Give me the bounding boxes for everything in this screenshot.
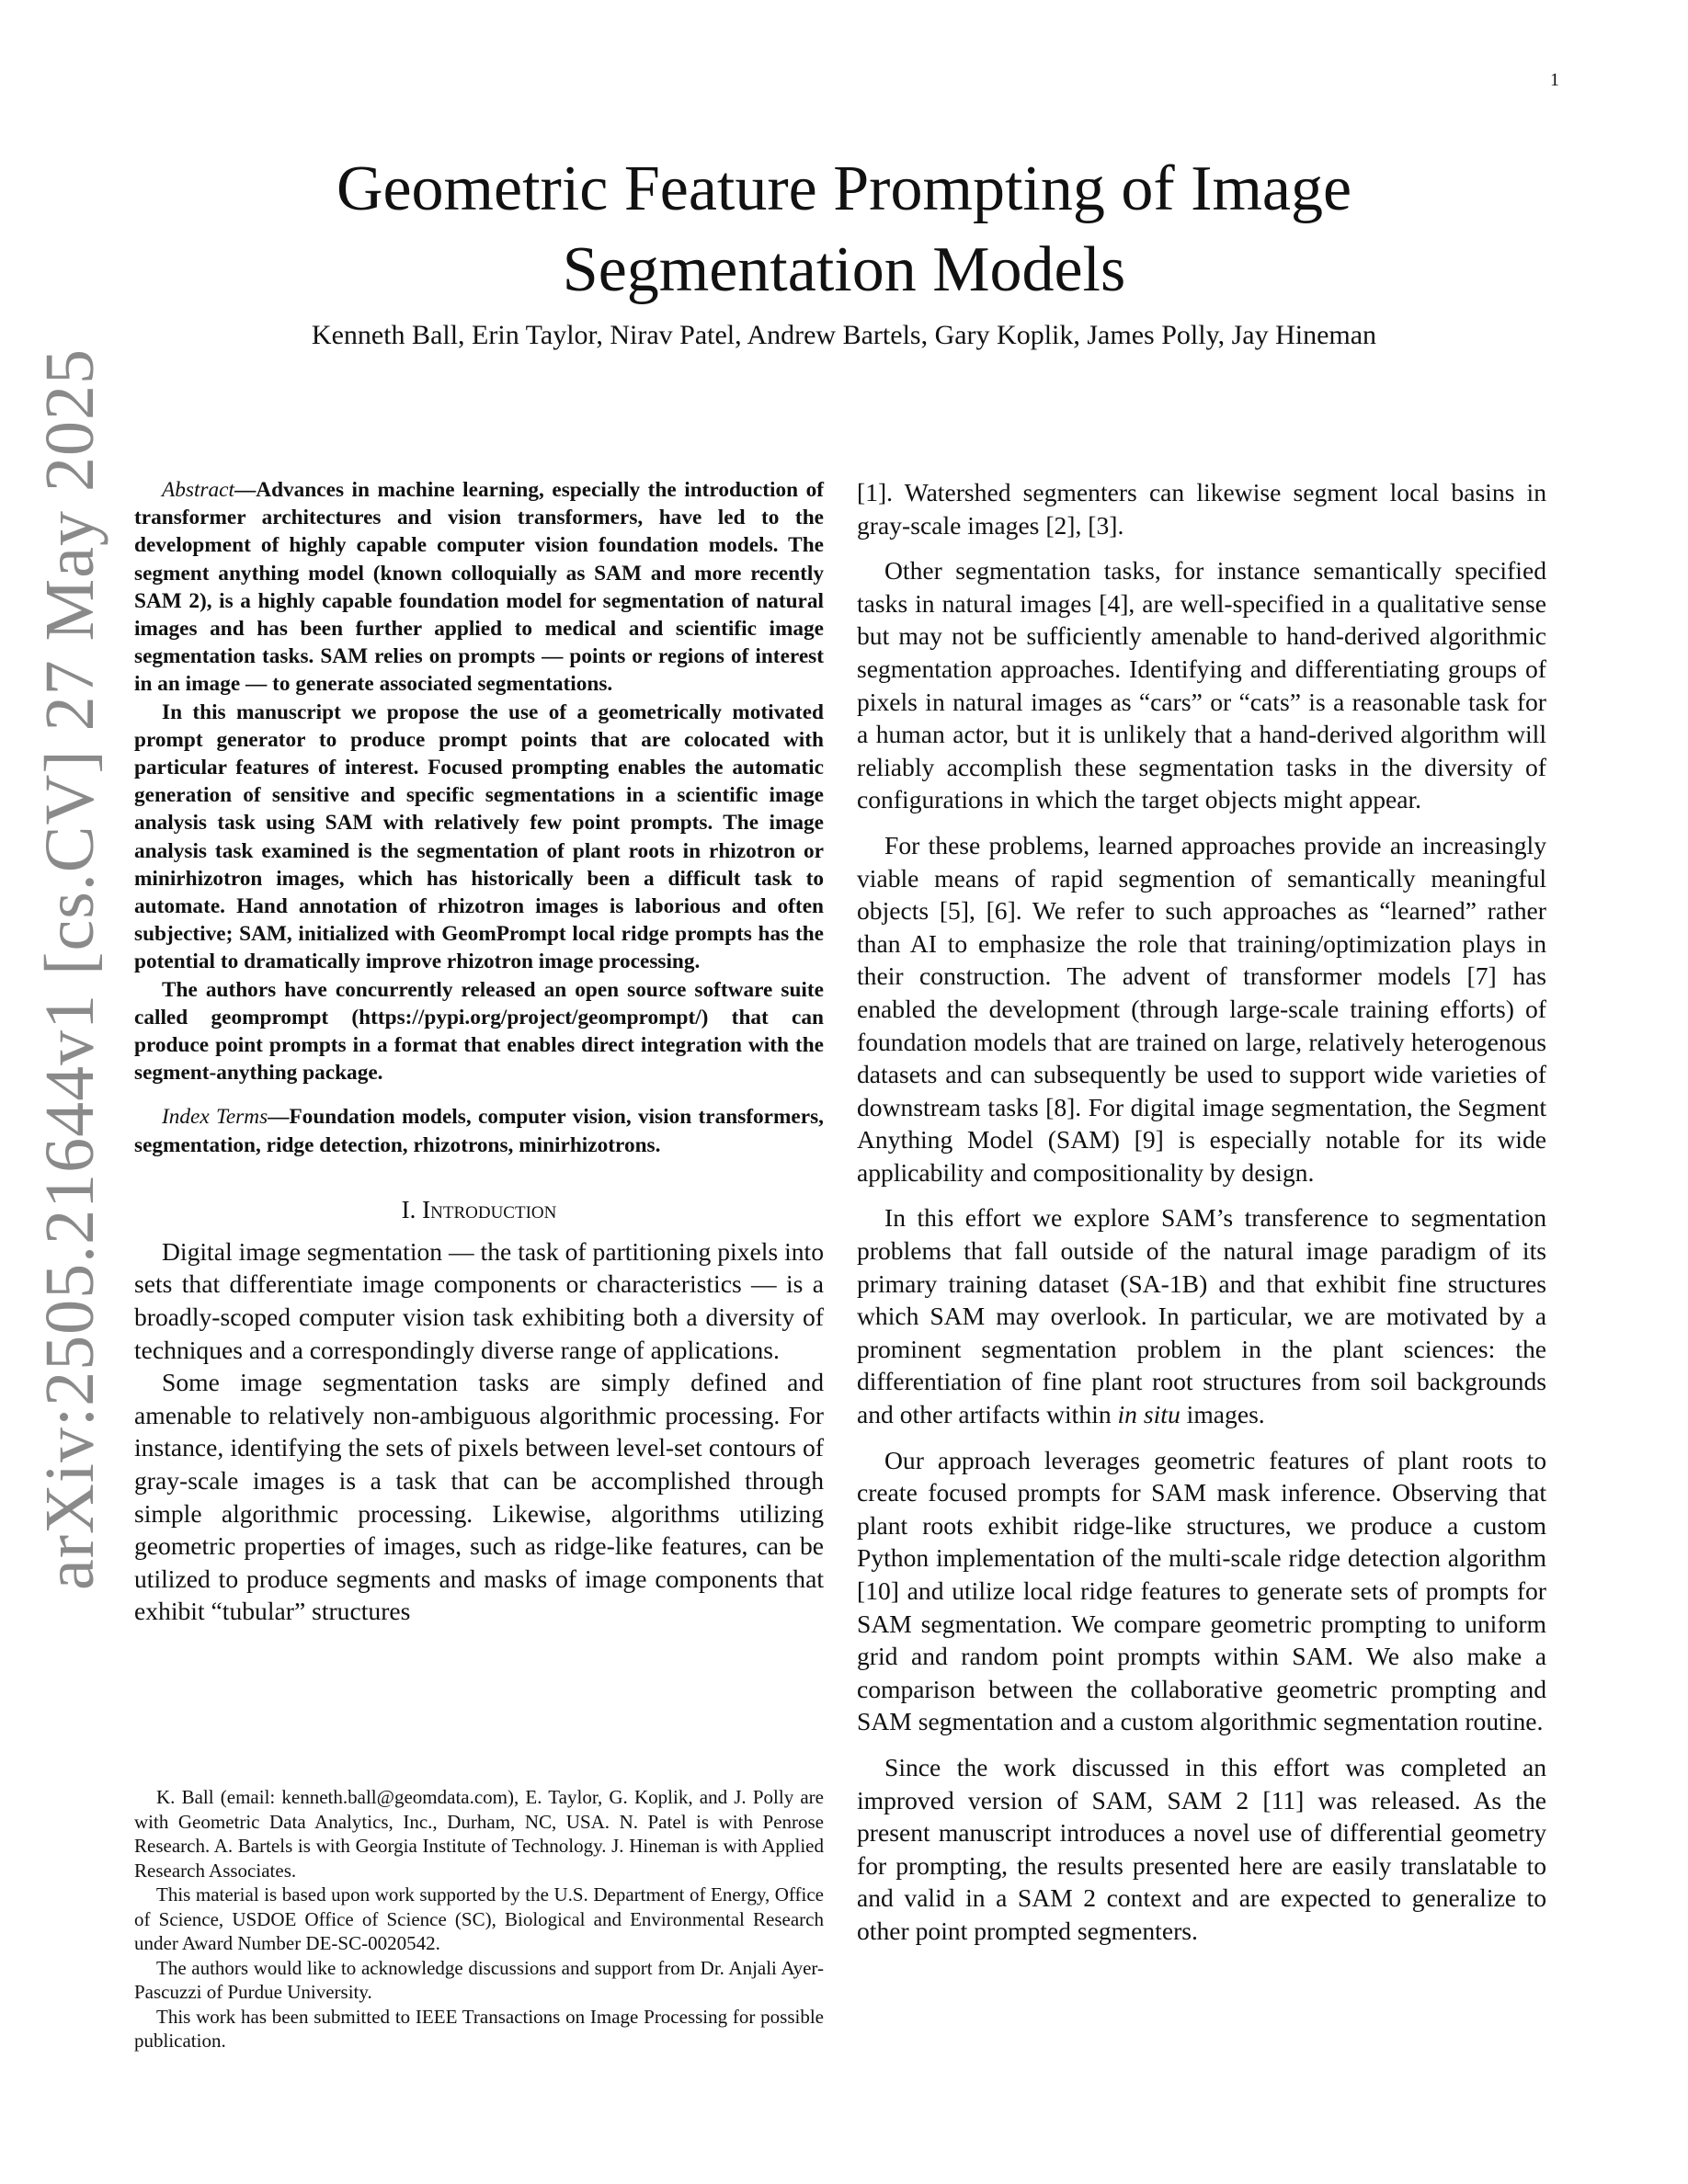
title-line-2: Segmentation Models <box>562 234 1126 305</box>
footnote-acknowledgements: The authors would like to acknowledge discussions and support from Dr. Anjali Ayer-Pascuzzi of Purdue University. <box>134 1956 824 2003</box>
intro-paragraph-5-end: images. <box>1180 1400 1265 1429</box>
footnote-submission: This work has been submitted to IEEE Transactions on Image Processing for possible publication. <box>134 2005 824 2052</box>
index-terms-paragraph <box>134 1103 824 1158</box>
intro-paragraph-5 <box>857 1201 1546 1430</box>
footnote-affiliations: K. Ball (email: kenneth.ball@geomdata.com), E. Taylor, G. Koplik, and J. Polly are with Geometric Data Analytics, Inc., Durham, NC, USA. N. Patel is with Penrose Research. A. Bartels is with Georgia Institute of Technology. J. Hineman is with Applied Research Associates. <box>134 1786 824 1882</box>
intro-paragraph-4: For these problems, learned approaches provide an increasingly viable means of rapid segmention of semantically meaningful objects [5], [6]. We refer to such approaches as “learned” rather than AI to emphasize the role that training/optimization plays in their construction. The advent of transformer models [7] has enabled the development (through large-scale training efforts) of foundation models that are trained on large, relatively heterogenous datasets and can subsequently be used to support wide varieties of downstream tasks [8]. For digital image segmentation, the Segment Anything Model (SAM) [9] is especially notable for its wide applicability and compositionality by design. <box>857 830 1546 1187</box>
intro-paragraph-2: Some image segmentation tasks are simply defined and amenable to relatively non-ambiguous algorithmic processing. For instance, identifying the sets of pixels between level-set contours of gray-scale images is a task that can be accomplished through simple algorithmic processing. Likewise, algorithms utilizing geometric properties of images, such as ridge-like features, can be utilized to produce segments and masks of image components that exhibit “tubular” structures <box>134 1368 824 1626</box>
arxiv-identifier-watermark: arXiv:2505.21644v1 [cs.CV] 27 May 2025 <box>31 348 108 1590</box>
abstract-text-1: —Advances in machine learning, especially the introduction of transformer architectures and vision transformers, have led to the development of highly capable computer vision foundation models. The segment anything model (known colloquially as SAM and more recently SAM 2), is a highly capable foundation model for segmentation of natural images and has been further applied to medical and scientific image segmentation tasks. SAM relies on prompts — points or regions of interest in an image — to generate associated segmentations. <box>134 478 824 697</box>
left-column <box>134 476 824 1628</box>
section-title: Introduction <box>422 1195 557 1223</box>
right-column <box>857 476 1546 1961</box>
paper-title <box>0 149 1688 311</box>
index-terms-label: Index Terms <box>162 1105 268 1130</box>
intro-paragraph-1: Digital image segmentation — the task of partitioning pixels into sets that differentiate image components or characteristics — is a broadly-scoped computer vision task exhibiting both a diversity of techniques and a correspondingly diverse range of applications. <box>134 1236 824 1364</box>
intro-paragraph-3: Other segmentation tasks, for instance semantically specified tasks in natural images [4], are well-specified in a qualitative sense but may not be sufficiently amenable to hand-derived algorithmic segmentation approaches. Identifying and differentiating groups of pixels in natural images as “cars” or “cats” is a reasonable task for a human actor, but it is unlikely that a hand-derived algorithm will reliably accomplish these segmentation tasks in the diversity of configurations in which the target objects might appear. <box>857 556 1546 814</box>
abstract <box>134 476 824 1086</box>
section-heading-introduction <box>134 1196 824 1224</box>
intro-paragraph-continued: [1]. Watershed segmenters can likewise segment local basins in gray-scale images [2], [3]. <box>857 478 1546 540</box>
author-list: Kenneth Ball, Erin Taylor, Nirav Patel, Andrew Bartels, Gary Koplik, James Polly, Jay Hineman <box>311 320 1377 350</box>
introduction-right-body <box>857 476 1546 1948</box>
abstract-paragraph-1 <box>134 476 824 699</box>
abstract-paragraph-2: In this manuscript we propose the use of a geometrically motivated prompt generator to produce prompt points that are colocated with particular features of interest. Focused prompting enables the automatic generation of sensitive and specific segmentations in a scientific image analysis task using SAM with relatively few point prompts. The image analysis task examined is the segmentation of plant roots in rhizotron or minirhizotron images, which has historically been a difficult task to automate. Hand annotation of rhizotron images is laborious and often subjective; SAM, initialized with GeomPrompt local ridge prompts has the potential to dramatically improve rhizotron image processing. <box>134 700 824 974</box>
title-line-1: Geometric Feature Prompting of Image <box>336 154 1352 224</box>
intro-paragraph-6: Our approach leverages geometric features of plant roots to create focused prompts for SAM mask inference. Observing that plant roots exhibit ridge-like structures, we produce a custom Python implementation of the multi-scale ridge detection algorithm [10] and utilize local ridge features to generate sets of prompts for SAM segmentation. We compare geometric prompting to uniform grid and random point prompts within SAM. We also make a comparison between the collaborative geometric prompting and SAM segmentation and a custom algorithmic segmentation routine. <box>857 1445 1546 1736</box>
footnote-funding: This material is based upon work supported by the U.S. Department of Energy, Office of Science, USDOE Office of Science (SC), Biological and Environmental Research under Award Number DE-SC-0020542. <box>134 1883 824 1954</box>
intro-paragraph-7: Since the work discussed in this effort was completed an improved version of SAM, SAM 2 [11] was released. As the present manuscript introduces a novel use of differential geometry for prompting, the results presented here are easily translatable to and valid in a SAM 2 context and are expected to generalize to other point prompted segmenters. <box>857 1752 1546 1945</box>
page-number: 1 <box>1550 70 1559 90</box>
abstract-label: Abstract <box>162 478 234 502</box>
introduction-left-body <box>134 1235 824 1628</box>
intro-paragraph-5-text: In this effort we explore SAM’s transference to segmentation problems that fall outside of the natural image paradigm of its primary training dataset (SA-1B) and that exhibit fine structures which SAM may overlook. In particular, we are motivated by a prominent segmentation problem in the plant sciences: the differentiation of fine plant root structures from soil backgrounds and other artifacts within <box>857 1203 1546 1429</box>
footnotes <box>134 1785 824 2053</box>
intro-paragraph-5-italic: in situ <box>1117 1400 1180 1429</box>
abstract-paragraph-3: The authors have concurrently released an open source software suite called geomprompt (https://pypi.org/project/geomprompt/) that can produce point prompts in a format that enables direct integration with the segment-anything package. <box>134 977 824 1086</box>
index-terms-text: —Foundation models, computer vision, vision transformers, segmentation, ridge detection, rhizotrons, minirhizotrons. <box>134 1105 824 1157</box>
index-terms <box>134 1103 824 1158</box>
section-numeral: I. <box>401 1195 423 1223</box>
